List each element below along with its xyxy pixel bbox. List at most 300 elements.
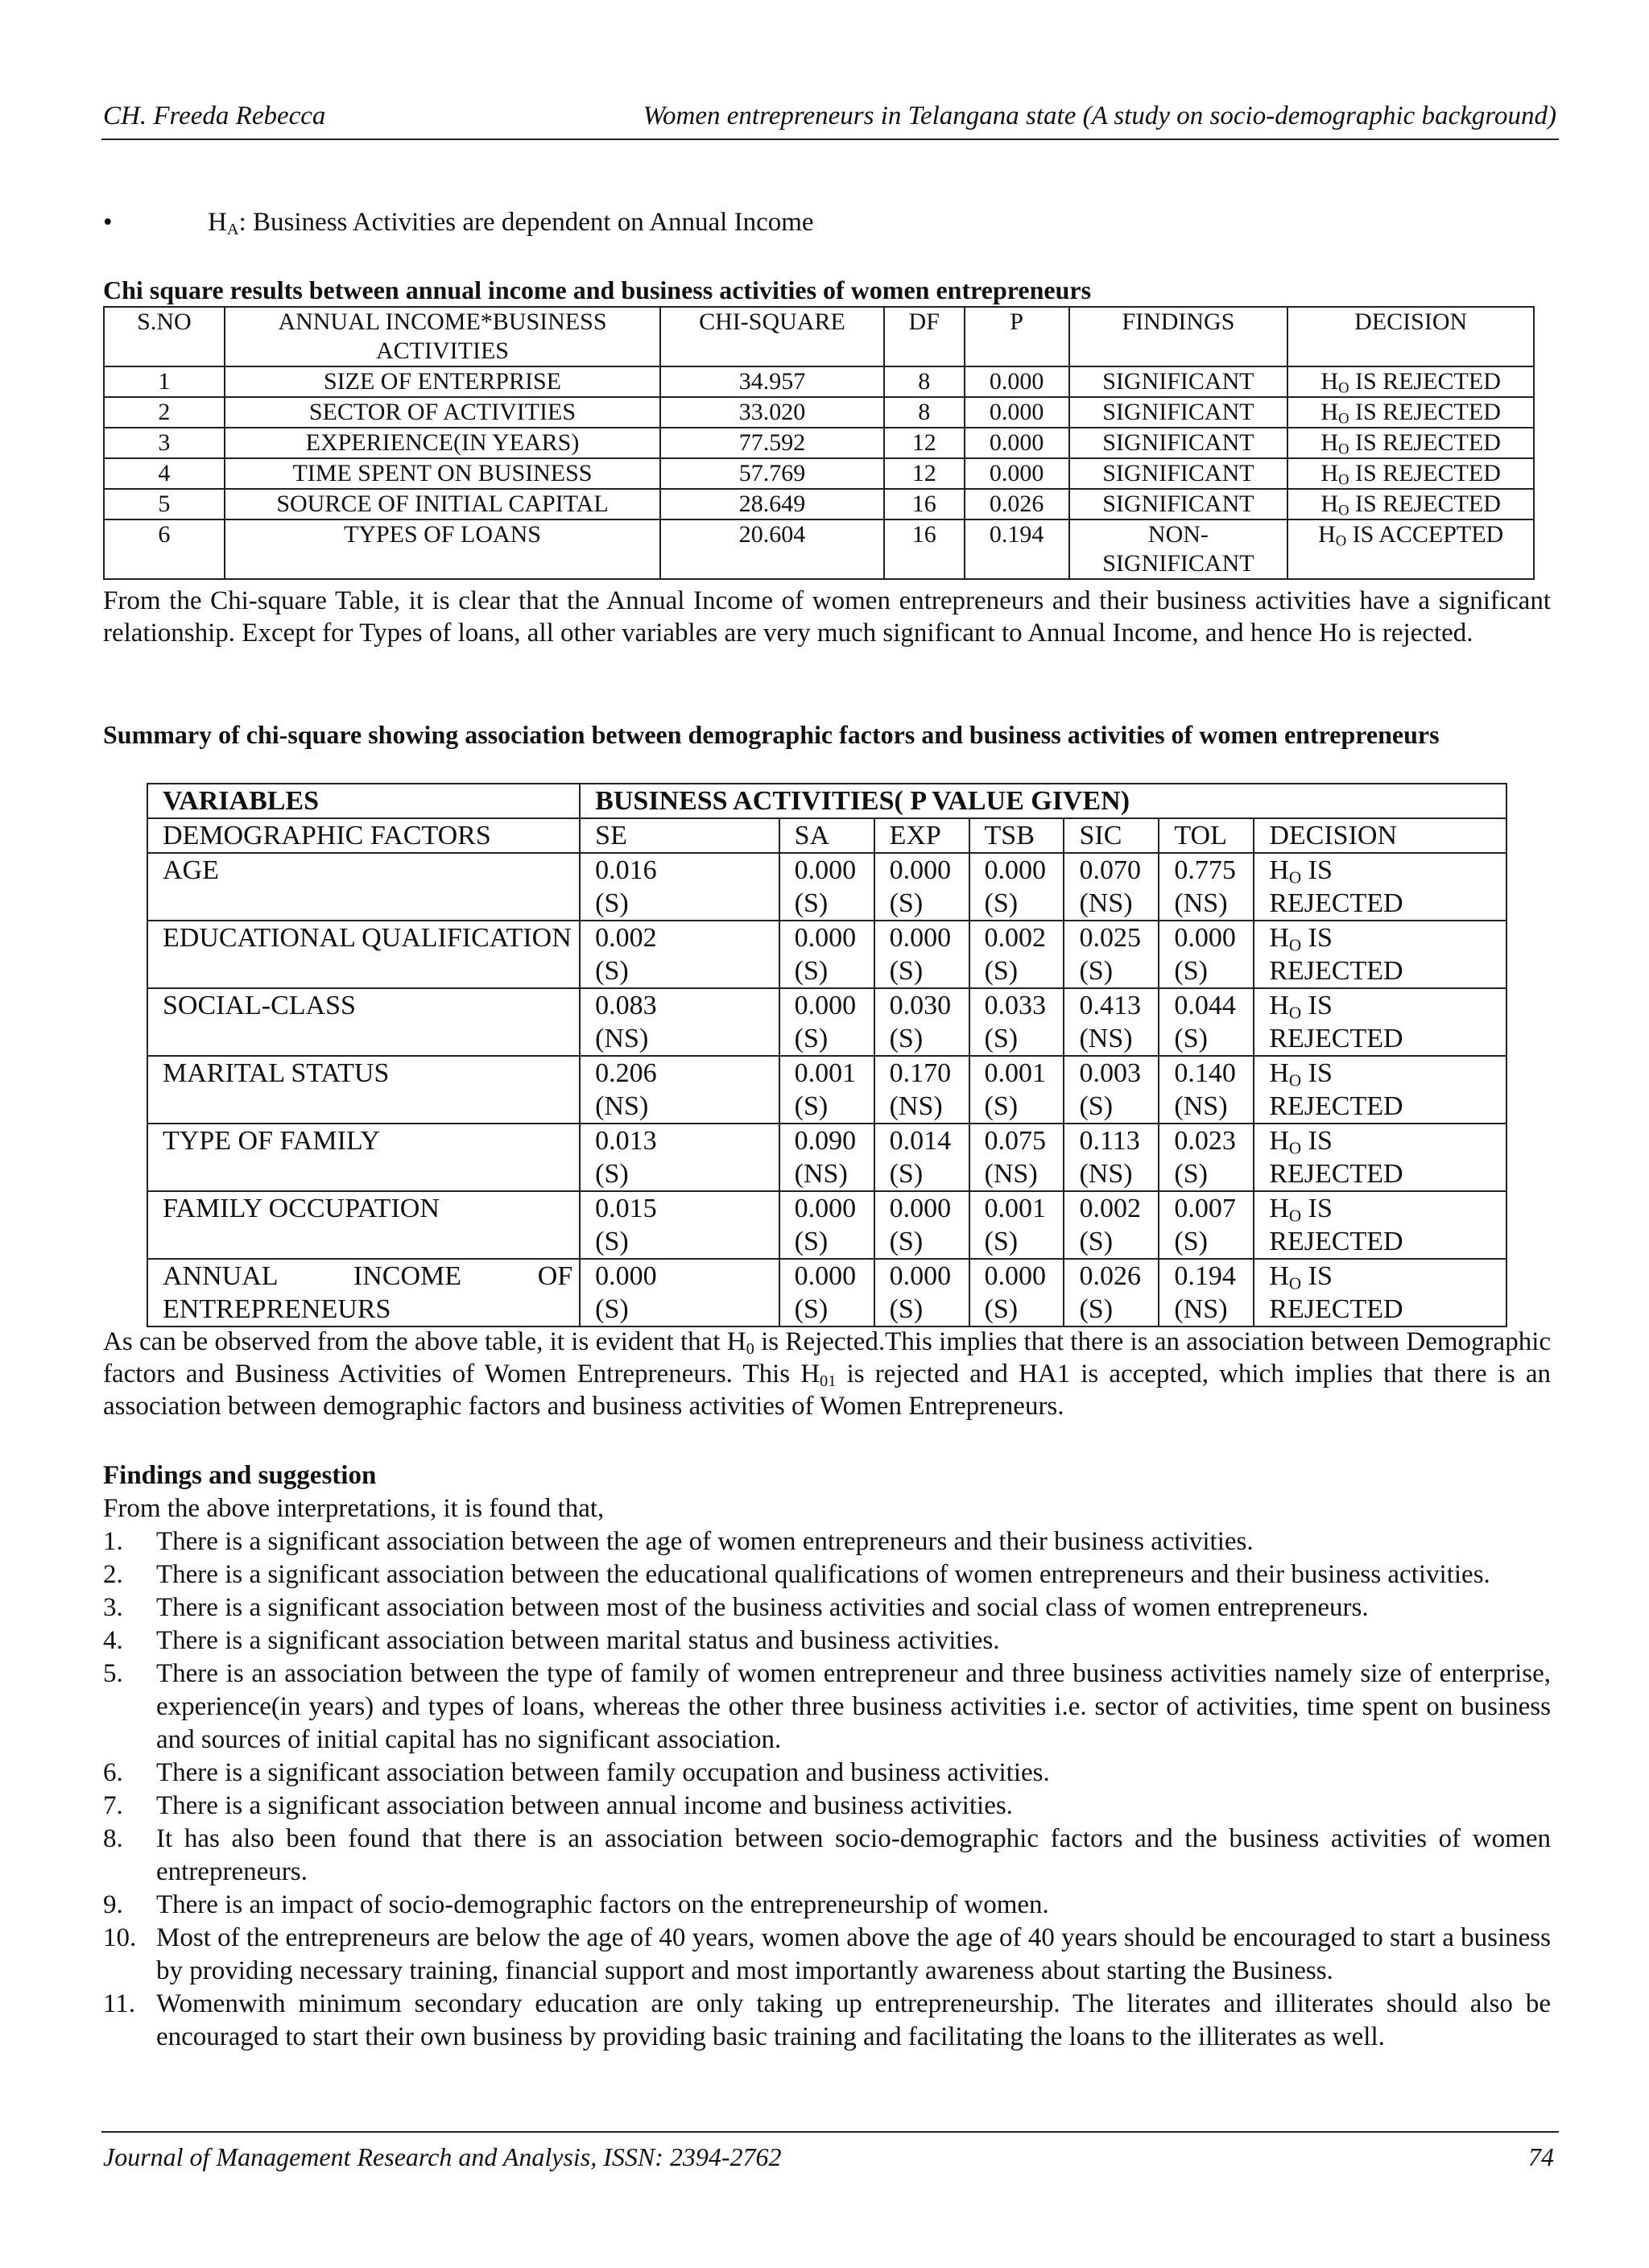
table1-cell-df: 12 <box>884 428 965 458</box>
item-number: 4. <box>103 1626 123 1655</box>
table1-cell-decision <box>1287 458 1534 489</box>
findings-item <box>103 1922 1551 1988</box>
decision-text: IS <box>1301 1058 1333 1088</box>
significance: (S) <box>1174 956 1208 986</box>
significance: (NS) <box>1079 888 1133 918</box>
demographic-summary-table <box>147 783 1507 1327</box>
decision-line-1 <box>1269 854 1499 887</box>
hypothesis-subscript: A <box>226 221 239 239</box>
decision-h: H <box>1269 1261 1289 1291</box>
p-value: 0.013 <box>595 1126 657 1156</box>
table2-pvalue-cell <box>580 921 779 988</box>
table2-pvalue-cell <box>874 853 969 921</box>
significance: (S) <box>1174 1159 1208 1189</box>
table2-row <box>147 988 1506 1056</box>
table2-pvalue-cell <box>580 1259 779 1326</box>
table1-cell-chi: 34.957 <box>660 366 884 397</box>
running-header <box>103 101 1556 131</box>
significance: (S) <box>794 1024 829 1053</box>
table2-subheader-cell: EXP <box>874 818 969 853</box>
decision-h: H <box>1320 460 1339 486</box>
table2-pvalue-cell <box>969 1259 1064 1326</box>
table2-pvalue-cell <box>779 1191 874 1259</box>
table1-cell-p: 0.194 <box>965 519 1069 579</box>
p-value: 0.775 <box>1174 855 1236 885</box>
decision-sub: O <box>1338 441 1349 458</box>
table2-pvalue-cell <box>580 853 779 921</box>
findings-intro: From the above interpretations, it is found that, <box>103 1494 605 1523</box>
table2-pvalue-cell <box>1064 1259 1159 1326</box>
table1-header-cell: P <box>965 307 1069 366</box>
significance: (NS) <box>794 1159 848 1189</box>
table2-row <box>147 1124 1506 1191</box>
table2-pvalue-cell <box>1064 921 1159 988</box>
running-footer <box>103 2142 1554 2172</box>
table2-pvalue-cell <box>874 921 969 988</box>
findings-item <box>103 1658 1551 1757</box>
p-value: 0.015 <box>595 1194 657 1223</box>
decision-sub: O <box>1338 471 1349 489</box>
table1-row <box>104 519 1534 579</box>
table2-group-header-row <box>147 784 1506 818</box>
decision-line-1 <box>1269 1124 1499 1157</box>
table2-pvalue-cell <box>1064 1124 1159 1191</box>
decision-line-2: REJECTED <box>1269 1091 1403 1121</box>
findings-list <box>103 1525 1551 2054</box>
para2-part-a: As can be observed from the above table, it is evident that H <box>103 1327 746 1356</box>
p-value: 0.000 <box>889 1261 952 1291</box>
decision-sub: O <box>1288 1273 1302 1293</box>
chi-square-income-table <box>103 306 1535 580</box>
item-number: 1. <box>103 1527 123 1556</box>
p-value: 0.007 <box>1174 1194 1236 1223</box>
item-number: 9. <box>103 1890 123 1919</box>
item-number: 7. <box>103 1791 123 1820</box>
table2-pvalue-cell <box>874 1259 969 1326</box>
p-value: 0.000 <box>794 991 857 1020</box>
footer-journal: Journal of Management Research and Analysis, ISSN: 2394-2762 <box>103 2142 782 2171</box>
decision-text: IS <box>1301 855 1333 885</box>
table1-cell-df: 16 <box>884 519 965 579</box>
table2-variables-header: VARIABLES <box>147 784 580 818</box>
decision-text: IS REJECTED <box>1349 399 1501 425</box>
findings-heading: Findings and suggestion <box>103 1461 377 1490</box>
findings-item <box>103 1525 1551 1558</box>
table1-cell-sno: 1 <box>104 366 225 397</box>
item-number: 6. <box>103 1758 123 1787</box>
table1-cell-sno: 4 <box>104 458 225 489</box>
table2-decision-cell <box>1254 1191 1506 1259</box>
table1-header-cell: CHI-SQUARE <box>660 307 884 366</box>
findings-item <box>103 1823 1551 1889</box>
significance: (S) <box>984 888 1019 918</box>
table2-decision-cell <box>1254 988 1506 1056</box>
decision-h: H <box>1320 490 1339 517</box>
item-text: There is a significant association between annual income and business activities. <box>156 1791 1013 1820</box>
table2-pvalue-cell <box>874 1056 969 1124</box>
table1-cell-df: 16 <box>884 489 965 519</box>
item-number: 3. <box>103 1593 123 1622</box>
item-text: It has also been found that there is an association between socio-demographic factors and the business activities of women entrepreneurs. <box>156 1824 1551 1886</box>
p-value: 0.070 <box>1079 855 1141 885</box>
decision-text: IS <box>1301 1126 1333 1156</box>
table1-cell-chi: 77.592 <box>660 428 884 458</box>
table2-business-header: BUSINESS ACTIVITIES( P VALUE GIVEN) <box>580 784 1506 818</box>
item-text: There is a significant association between the age of women entrepreneurs and their business activities. <box>156 1527 1254 1556</box>
p-value: 0.000 <box>889 855 952 885</box>
table2-pvalue-cell <box>874 1124 969 1191</box>
table2-factor-cell: TYPE OF FAMILY <box>147 1124 580 1191</box>
significance: (S) <box>889 888 924 918</box>
significance: (S) <box>889 1294 924 1324</box>
decision-line-2: REJECTED <box>1269 1227 1403 1256</box>
significance: (S) <box>984 1091 1019 1121</box>
table2-decision-cell <box>1254 921 1506 988</box>
table1-cell-df: 8 <box>884 366 965 397</box>
table2-pvalue-cell <box>580 1191 779 1259</box>
decision-h: H <box>1269 1194 1289 1223</box>
decision-text: IS ACCEPTED <box>1346 521 1504 548</box>
table2-pvalue-cell <box>1064 1191 1159 1259</box>
decision-h: H <box>1320 399 1339 425</box>
significance: (S) <box>889 1227 924 1256</box>
significance: (NS) <box>1079 1159 1133 1189</box>
table2-pvalue-cell <box>1159 1056 1254 1124</box>
decision-sub: O <box>1288 1070 1302 1091</box>
hypothesis-line <box>103 208 814 238</box>
decision-line-2: REJECTED <box>1269 1294 1403 1324</box>
table2-subheader-cell: SA <box>779 818 874 853</box>
significance: (S) <box>1079 1227 1114 1256</box>
table2-pvalue-cell <box>779 1259 874 1326</box>
table2-pvalue-cell <box>969 853 1064 921</box>
significance: (NS) <box>1174 888 1228 918</box>
decision-text: IS REJECTED <box>1349 490 1501 517</box>
table2-pvalue-cell <box>1064 853 1159 921</box>
decision-sub: O <box>1335 532 1347 550</box>
table2-subheader-cell: DECISION <box>1254 818 1506 853</box>
p-value: 0.002 <box>1079 1194 1141 1223</box>
table1-cell-df: 12 <box>884 458 965 489</box>
p-value: 0.194 <box>1174 1261 1236 1291</box>
table1-header-cell: S.NO <box>104 307 225 366</box>
item-text: Most of the entrepreneurs are below the age of 40 years, women above the age of 40 years should be encouraged to start a business by providing necessary training, financial support and most importantly awareness about starting the Business. <box>156 1923 1551 1985</box>
significance: (S) <box>794 1227 829 1256</box>
p-value: 0.003 <box>1079 1058 1141 1088</box>
table1-cell-finding: NON-SIGNIFICANT <box>1069 519 1288 579</box>
p-value: 0.113 <box>1079 1126 1140 1156</box>
table1-row <box>104 489 1534 519</box>
table2-decision-cell <box>1254 1259 1506 1326</box>
decision-line-1 <box>1269 1192 1499 1225</box>
significance: (NS) <box>595 1024 649 1053</box>
table2-factor-cell: FAMILY OCCUPATION <box>147 1191 580 1259</box>
decision-line-2: REJECTED <box>1269 1024 1403 1053</box>
decision-text: IS REJECTED <box>1349 429 1501 456</box>
table2-pvalue-cell <box>580 1124 779 1191</box>
table1-row <box>104 428 1534 458</box>
decision-sub: O <box>1338 502 1349 519</box>
table2-factor-cell: EDUCATIONAL QUALIFICATION <box>147 921 580 988</box>
p-value: 0.000 <box>794 855 857 885</box>
table2-pvalue-cell <box>1159 1124 1254 1191</box>
decision-sub: O <box>1288 867 1302 888</box>
p-value: 0.000 <box>794 1194 857 1223</box>
table2-pvalue-cell <box>779 853 874 921</box>
table2-pvalue-cell <box>580 988 779 1056</box>
table1-cell-activity: TYPES OF LOANS <box>225 519 660 579</box>
decision-text: IS <box>1301 923 1333 953</box>
header-title: Women entrepreneurs in Telangana state (A study on socio-demographic background) <box>643 101 1556 130</box>
significance: (NS) <box>1174 1294 1228 1324</box>
table1-cell-p: 0.026 <box>965 489 1069 519</box>
table2-caption: Summary of chi-square showing association between demographic factors and business activities of women entrepreneurs <box>103 720 1440 749</box>
decision-line-1 <box>1269 989 1499 1022</box>
findings-item <box>103 1757 1551 1790</box>
para2-sub-a: 0 <box>746 1340 754 1359</box>
significance: (S) <box>984 1227 1019 1256</box>
table2-pvalue-cell <box>969 921 1064 988</box>
table2-pvalue-cell <box>1064 988 1159 1056</box>
significance: (S) <box>889 956 924 986</box>
significance: (NS) <box>1079 1024 1133 1053</box>
p-value: 0.014 <box>889 1126 952 1156</box>
paragraph-income-result: From the Chi-square Table, it is clear that the Annual Income of women entrepreneurs and their business activities have a significant relationship. Except for Types of loans, all other variables are very much significant to Annual Income, and hence Ho is rejected. <box>103 586 1551 648</box>
p-value: 0.083 <box>595 991 657 1020</box>
table2-decision-cell <box>1254 1056 1506 1124</box>
table1-cell-df: 8 <box>884 397 965 428</box>
table1-cell-sno: 5 <box>104 489 225 519</box>
significance: (S) <box>794 888 829 918</box>
table2-pvalue-cell <box>779 921 874 988</box>
decision-h: H <box>1320 368 1339 395</box>
p-value: 0.044 <box>1174 991 1236 1020</box>
table1-cell-decision <box>1287 397 1534 428</box>
item-text: There is a significant association between marital status and business activities. <box>156 1626 1000 1655</box>
p-value: 0.000 <box>984 1261 1047 1291</box>
table1-cell-chi: 57.769 <box>660 458 884 489</box>
table2-factor-cell: SOCIAL-CLASS <box>147 988 580 1056</box>
significance: (NS) <box>889 1091 943 1121</box>
table1-header-cell: ANNUAL INCOME*BUSINESS ACTIVITIES <box>225 307 660 366</box>
findings-section <box>103 1459 1551 2054</box>
decision-sub: O <box>1288 935 1302 955</box>
p-value: 0.000 <box>889 923 952 953</box>
p-value: 0.033 <box>984 991 1047 1020</box>
p-value: 0.002 <box>984 923 1047 953</box>
significance: (S) <box>794 1091 829 1121</box>
table2-row <box>147 1056 1506 1124</box>
table2-subheader-cell: DEMOGRAPHIC FACTORS <box>147 818 580 853</box>
findings-item <box>103 1591 1551 1624</box>
table2-pvalue-cell <box>969 988 1064 1056</box>
decision-h: H <box>1269 991 1289 1020</box>
p-value: 0.000 <box>1174 923 1236 953</box>
header-author: CH. Freeda Rebecca <box>103 101 326 130</box>
p-value: 0.002 <box>595 923 657 953</box>
significance: (S) <box>889 1159 924 1189</box>
table2-pvalue-cell <box>874 988 969 1056</box>
significance: (S) <box>595 1227 629 1256</box>
table1-header-row <box>104 307 1534 366</box>
table2-pvalue-cell <box>969 1056 1064 1124</box>
decision-h: H <box>1269 1126 1289 1156</box>
significance: (S) <box>1079 1294 1114 1324</box>
table2-pvalue-cell <box>1159 988 1254 1056</box>
findings-item <box>103 1988 1551 2054</box>
table2-subheader-cell: TOL <box>1159 818 1254 853</box>
table2-subheader-cell: TSB <box>969 818 1064 853</box>
table1-cell-decision <box>1287 366 1534 397</box>
table2-pvalue-cell <box>779 988 874 1056</box>
table2-subheader-cell: SE <box>580 818 779 853</box>
significance: (NS) <box>984 1159 1038 1189</box>
table2-pvalue-cell <box>1159 853 1254 921</box>
table1-cell-p: 0.000 <box>965 458 1069 489</box>
significance: (S) <box>889 1024 924 1053</box>
table1-header-cell: FINDINGS <box>1069 307 1288 366</box>
table1-cell-sno: 2 <box>104 397 225 428</box>
table1-cell-finding: SIGNIFICANT <box>1069 458 1288 489</box>
table2-pvalue-cell <box>779 1056 874 1124</box>
decision-line-2: REJECTED <box>1269 956 1403 986</box>
footer-rule <box>101 2131 1559 2133</box>
decision-line-2: REJECTED <box>1269 1159 1403 1189</box>
para2-part-b: is Rejected.This implies that there is an association between Demographic factors and Business Activities of Women Entrepreneurs. This H <box>103 1327 1552 1389</box>
decision-text: IS <box>1301 1194 1333 1223</box>
item-text: There is a significant association between most of the business activities and social class of women entrepreneurs. <box>156 1593 1369 1622</box>
decision-h: H <box>1269 855 1289 885</box>
p-value: 0.000 <box>794 923 857 953</box>
table2-pvalue-cell <box>1159 1191 1254 1259</box>
findings-item <box>103 1790 1551 1823</box>
table2-decision-cell <box>1254 1124 1506 1191</box>
item-text: There is a significant association between the educational qualifications of women entrepreneurs and their business activities. <box>156 1560 1490 1589</box>
significance: (S) <box>1079 1091 1114 1121</box>
decision-h: H <box>1320 429 1339 456</box>
decision-text: IS REJECTED <box>1349 368 1501 395</box>
p-value: 0.023 <box>1174 1126 1236 1156</box>
table2-subheader-cell: SIC <box>1064 818 1159 853</box>
hypothesis-text: : Business Activities are dependent on Annual Income <box>238 208 814 237</box>
table2-pvalue-cell <box>874 1191 969 1259</box>
p-value: 0.000 <box>794 1261 857 1291</box>
p-value: 0.413 <box>1079 991 1141 1020</box>
findings-item <box>103 1558 1551 1591</box>
table1-cell-finding: SIGNIFICANT <box>1069 366 1288 397</box>
decision-h: H <box>1269 1058 1289 1088</box>
significance: (NS) <box>1174 1091 1228 1121</box>
paragraph-association-result <box>103 1326 1551 1422</box>
table1-header-cell: DECISION <box>1287 307 1534 366</box>
table1-cell-sno: 6 <box>104 519 225 579</box>
p-value: 0.090 <box>794 1126 857 1156</box>
decision-sub: O <box>1288 1138 1302 1158</box>
table1-cell-sno: 3 <box>104 428 225 458</box>
table2-subheader-row <box>147 818 1506 853</box>
p-value: 0.026 <box>1079 1261 1141 1291</box>
p-value: 0.001 <box>984 1058 1047 1088</box>
decision-sub: O <box>1288 1003 1302 1023</box>
table2-pvalue-cell <box>580 1056 779 1124</box>
table1-row <box>104 397 1534 428</box>
table1-cell-decision <box>1287 519 1534 579</box>
para2-sub-b: 01 <box>820 1372 837 1391</box>
table2-row <box>147 1191 1506 1259</box>
significance: (S) <box>595 956 629 986</box>
significance: (S) <box>794 956 829 986</box>
significance: (S) <box>1174 1227 1208 1256</box>
table1-cell-chi: 20.604 <box>660 519 884 579</box>
table2-pvalue-cell <box>1064 1056 1159 1124</box>
table1-cell-activity: SOURCE OF INITIAL CAPITAL <box>225 489 660 519</box>
decision-text: IS REJECTED <box>1349 460 1501 486</box>
item-number: 8. <box>103 1824 123 1853</box>
table1-cell-p: 0.000 <box>965 428 1069 458</box>
item-number: 10. <box>103 1923 137 1952</box>
table1-cell-p: 0.000 <box>965 397 1069 428</box>
p-value: 0.000 <box>595 1261 657 1291</box>
decision-h: H <box>1318 521 1336 548</box>
p-value: 0.000 <box>889 1194 952 1223</box>
table1-cell-finding: SIGNIFICANT <box>1069 489 1288 519</box>
page-number: 74 <box>1528 2142 1554 2171</box>
table2-factor-cell: AGE <box>147 853 580 921</box>
item-text: There is an association between the type of family of women entrepreneur and three business activities namely size of enterprise, experience(in years) and types of loans, whereas the other three business activities i.e. sector of activities, time spent on business and sources of initial capital has no significant association. <box>156 1659 1551 1754</box>
decision-text: IS <box>1301 1261 1333 1291</box>
table2-pvalue-cell <box>1159 1259 1254 1326</box>
table1-cell-activity: SECTOR OF ACTIVITIES <box>225 397 660 428</box>
table2-factor-cell: ANNUAL INCOME OF ENTREPRENEURS <box>147 1259 580 1326</box>
table1-cell-decision <box>1287 489 1534 519</box>
item-text: There is a significant association between family occupation and business activities. <box>156 1758 1050 1787</box>
significance: (S) <box>595 1159 629 1189</box>
significance: (NS) <box>595 1091 649 1121</box>
decision-line-1 <box>1269 1057 1499 1090</box>
table2-pvalue-cell <box>1159 921 1254 988</box>
bullet: • <box>103 208 113 237</box>
p-value: 0.075 <box>984 1126 1047 1156</box>
table1-cell-p: 0.000 <box>965 366 1069 397</box>
table1-cell-chi: 33.020 <box>660 397 884 428</box>
p-value: 0.206 <box>595 1058 657 1088</box>
p-value: 0.030 <box>889 991 952 1020</box>
table2-row <box>147 921 1506 988</box>
table1-header-cell: DF <box>884 307 965 366</box>
table2-row <box>147 853 1506 921</box>
item-text: There is an impact of socio-demographic factors on the entrepreneurship of women. <box>156 1890 1049 1919</box>
significance: (S) <box>1174 1024 1208 1053</box>
table1-cell-finding: SIGNIFICANT <box>1069 397 1288 428</box>
table2-pvalue-cell <box>969 1191 1064 1259</box>
significance: (S) <box>984 956 1019 986</box>
table2-pvalue-cell <box>969 1124 1064 1191</box>
table1-row <box>104 366 1534 397</box>
decision-h: H <box>1269 923 1289 953</box>
p-value: 0.000 <box>984 855 1047 885</box>
p-value: 0.001 <box>984 1194 1047 1223</box>
p-value: 0.025 <box>1079 923 1141 953</box>
table1-cell-chi: 28.649 <box>660 489 884 519</box>
para2-part-c: is rejected and HA1 is accepted, which implies that there is an association between demographic factors and business activities of Women Entrepreneurs. <box>103 1360 1551 1421</box>
item-number: 2. <box>103 1560 123 1589</box>
table1-cell-activity: TIME SPENT ON BUSINESS <box>225 458 660 489</box>
decision-line-1 <box>1269 921 1499 954</box>
decision-sub: O <box>1288 1206 1302 1226</box>
table2-decision-cell <box>1254 853 1506 921</box>
significance: (S) <box>984 1024 1019 1053</box>
table1-row <box>104 458 1534 489</box>
